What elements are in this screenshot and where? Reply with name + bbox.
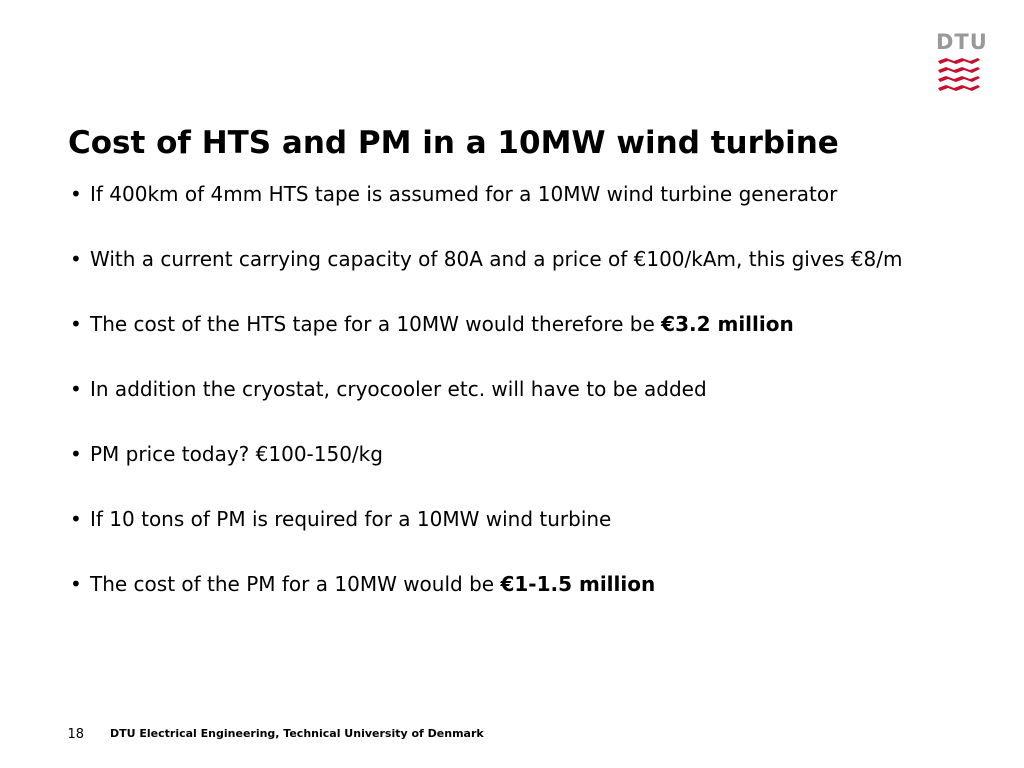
bullet-item [70, 180, 930, 208]
bullet-dot-icon: • [70, 377, 82, 401]
bullet-text: In addition the cryostat, cryocooler etc. will have to be added [90, 377, 707, 401]
bullet-text: If 400km of 4mm HTS tape is assumed for a 10MW wind turbine generator [90, 182, 838, 206]
bullet-item [70, 375, 930, 403]
dtu-logo [936, 30, 988, 94]
bullet-list [70, 180, 930, 635]
bullet-dot-icon: • [70, 182, 82, 206]
slide-title: Cost of HTS and PM in a 10MW wind turbine [68, 125, 839, 161]
bullet-item [70, 570, 930, 598]
bullet-item [70, 245, 930, 273]
dtu-logo-text: DTU [936, 30, 988, 54]
footer-institution: DTU Electrical Engineering, Technical University of Denmark [110, 727, 484, 740]
bullet-item [70, 505, 930, 533]
dtu-wave-icon [936, 58, 982, 92]
bullet-emphasis: €3.2 million [661, 312, 794, 336]
bullet-dot-icon: • [70, 507, 82, 531]
bullet-dot-icon: • [70, 442, 82, 466]
bullet-dot-icon: • [70, 572, 82, 596]
page-number: 18 [67, 727, 84, 742]
bullet-text: The cost of the HTS tape for a 10MW would therefore be [90, 312, 662, 336]
bullet-emphasis: €1-1.5 million [500, 572, 656, 596]
bullet-text: PM price today? €100-150/kg [90, 442, 383, 466]
bullet-item [70, 440, 930, 468]
slide-footer [0, 724, 1024, 744]
bullet-text: If 10 tons of PM is required for a 10MW wind turbine [90, 507, 612, 531]
bullet-dot-icon: • [70, 312, 82, 336]
bullet-item [70, 310, 930, 338]
bullet-text: With a current carrying capacity of 80A and a price of €100/kAm, this gives €8/m [90, 247, 903, 271]
bullet-text: The cost of the PM for a 10MW would be [90, 572, 501, 596]
bullet-dot-icon: • [70, 247, 82, 271]
